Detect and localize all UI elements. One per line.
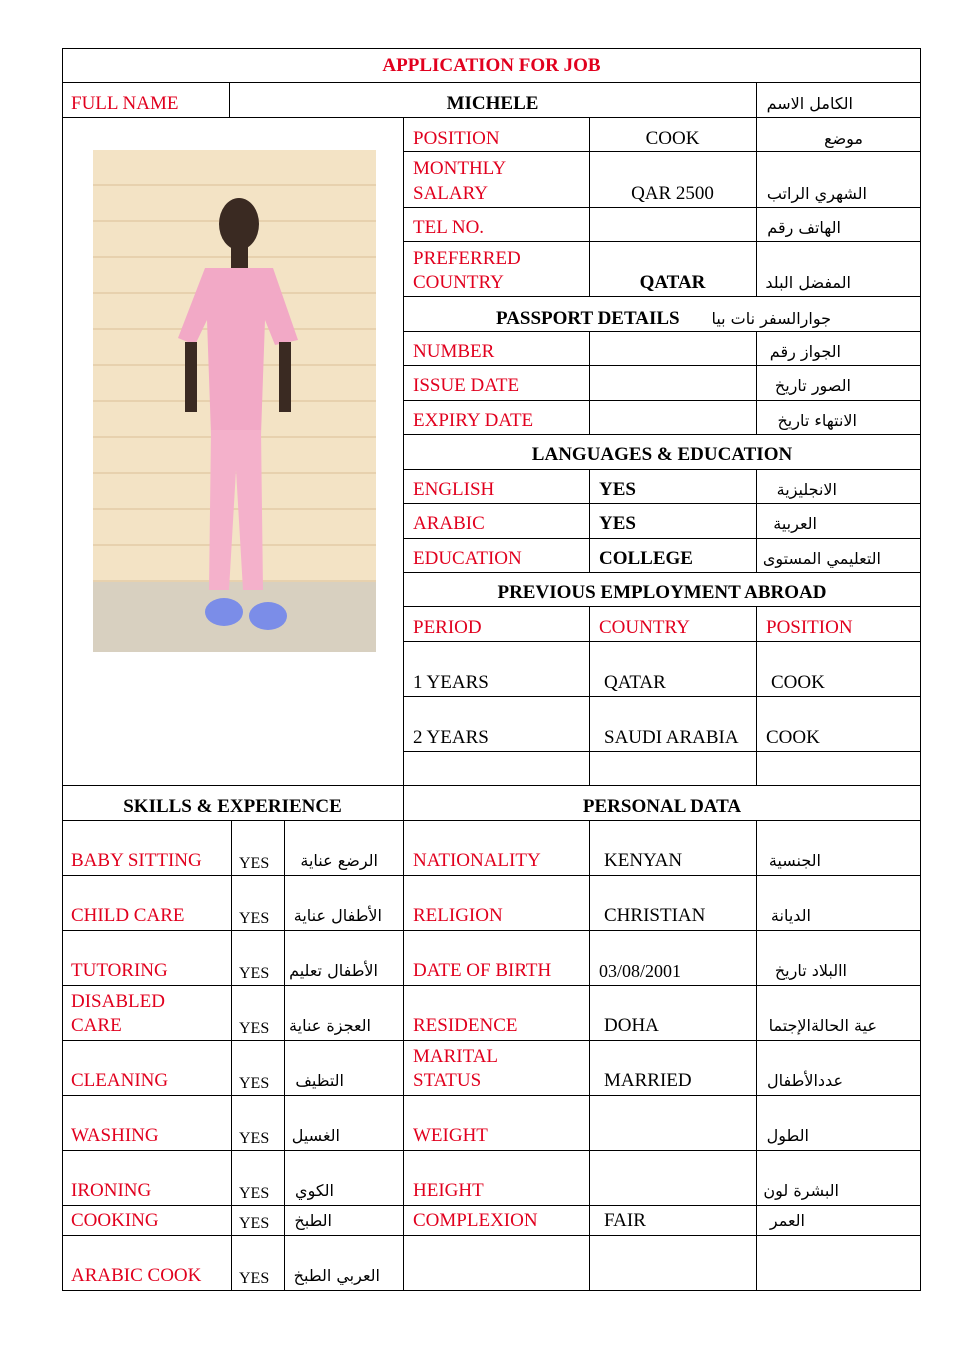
divider	[403, 572, 921, 573]
personal-value: 03/08/2001	[599, 961, 682, 981]
job-application-form	[62, 48, 921, 1291]
preferred-country-label-1: PREFERRED	[413, 248, 521, 269]
arabic-value: YES	[599, 513, 636, 534]
skill-arabic: الطبخ	[294, 1211, 332, 1230]
divider	[756, 82, 757, 117]
skill-arabic: الكوي	[295, 1181, 334, 1200]
divider	[403, 696, 921, 697]
skill-label: IRONING	[71, 1180, 152, 1201]
employment-col-position: POSITION	[766, 617, 853, 638]
personal-header: PERSONAL DATA	[582, 796, 742, 817]
employment-period: 1 YEARS	[413, 672, 489, 693]
personal-label: RESIDENCE	[413, 1015, 518, 1036]
languages-header: LANGUAGES & EDUCATION	[531, 444, 793, 465]
preferred-country-label-2: COUNTRY	[413, 272, 504, 293]
passport-header: PASSPORT DETAILS	[496, 308, 680, 329]
divider	[589, 331, 590, 435]
personal-arabic: الطول	[766, 1126, 809, 1145]
divider	[62, 1235, 921, 1236]
tel-label: TEL NO.	[413, 217, 485, 238]
divider	[62, 875, 921, 876]
personal-label-2: STATUS	[413, 1070, 482, 1091]
skill-label: CHILD CARE	[71, 905, 185, 926]
skill-value: YES	[239, 910, 270, 927]
personal-arabic: عددالأطفال	[767, 1071, 843, 1090]
divider	[589, 469, 590, 573]
divider	[589, 606, 590, 785]
skill-label: BABY SITTING	[71, 850, 202, 871]
skill-value: YES	[239, 1130, 270, 1147]
applicant-photo	[93, 150, 376, 652]
personal-value: DOHA	[604, 1015, 659, 1036]
education-label: EDUCATION	[413, 548, 522, 569]
divider	[403, 538, 921, 539]
divider	[62, 820, 921, 821]
divider	[62, 785, 921, 786]
passport-header-arabic: جوارالسفر نات بيا	[711, 309, 831, 328]
english-value: YES	[599, 479, 636, 500]
divider	[403, 331, 921, 332]
passport-number-arabic: الجواز رقم	[769, 342, 841, 361]
personal-arabic: البشرة لون	[763, 1181, 839, 1200]
employment-position: COOK	[766, 727, 820, 748]
divider	[403, 151, 921, 152]
divider	[403, 785, 404, 1291]
passport-number-label: NUMBER	[413, 341, 495, 362]
divider	[62, 1040, 921, 1041]
full-name-arabic: الكامل الاسم	[766, 94, 853, 113]
english-arabic: الانجليزية	[776, 480, 837, 499]
issue-date-label: ISSUE DATE	[413, 375, 520, 396]
position-label: POSITION	[413, 128, 500, 149]
position-value: COOK	[645, 128, 700, 149]
expiry-date-arabic: الانتهاء تاريخ	[777, 411, 857, 430]
skill-arabic: العجزة عناية	[289, 1016, 371, 1035]
skill-value: YES	[239, 855, 270, 872]
skill-label: TUTORING	[71, 960, 168, 981]
personal-value: CHRISTIAN	[604, 905, 706, 926]
divider	[231, 820, 232, 1291]
divider	[403, 434, 921, 435]
skill-value: YES	[239, 1185, 270, 1202]
skills-header: SKILLS & EXPERIENCE	[123, 796, 342, 817]
personal-value: MARRIED	[604, 1070, 692, 1091]
employment-col-country: COUNTRY	[599, 617, 690, 638]
skill-label-1: DISABLED	[71, 991, 165, 1012]
divider	[62, 985, 921, 986]
divider	[284, 820, 285, 1291]
english-label: ENGLISH	[413, 479, 495, 500]
skill-arabic: العربي الطبخ	[293, 1266, 380, 1285]
personal-arabic: عية الحالةالإجتما	[768, 1016, 877, 1035]
education-value: COLLEGE	[599, 548, 693, 569]
skill-label-2: CARE	[71, 1015, 122, 1036]
personal-label: COMPLEXION	[413, 1210, 538, 1231]
personal-label: HEIGHT	[413, 1180, 484, 1201]
skill-value: YES	[239, 1075, 270, 1092]
skill-arabic: الغسيل	[291, 1126, 340, 1145]
divider	[403, 503, 921, 504]
applicant-figure	[93, 150, 376, 652]
divider	[403, 606, 921, 607]
tel-arabic: الهاتف رقم	[767, 218, 841, 237]
skill-arabic: الرضع عناية	[300, 851, 378, 870]
skill-value: YES	[239, 1270, 270, 1287]
employment-col-period: PERIOD	[413, 617, 482, 638]
personal-arabic: الجنسية	[768, 851, 821, 870]
personal-label: WEIGHT	[413, 1125, 488, 1146]
expiry-date-label: EXPIRY DATE	[413, 410, 534, 431]
skill-label: WASHING	[71, 1125, 159, 1146]
position-arabic: موضع	[824, 129, 863, 148]
divider	[756, 606, 757, 785]
monthly-salary-value: QAR 2500	[631, 183, 714, 204]
divider	[62, 82, 921, 83]
divider	[62, 1150, 921, 1151]
divider	[403, 365, 921, 366]
employment-country: SAUDI ARABIA	[604, 727, 739, 748]
divider	[403, 751, 921, 752]
employment-position: COOK	[771, 672, 825, 693]
personal-value: KENYAN	[604, 850, 683, 871]
personal-arabic: الديانة	[770, 906, 811, 925]
divider	[403, 241, 921, 242]
divider	[589, 820, 590, 1291]
divider	[756, 469, 757, 573]
divider	[403, 641, 921, 642]
preferred-country-arabic: المفضل البلد	[765, 273, 851, 292]
divider	[756, 331, 757, 435]
skill-value: YES	[239, 1020, 270, 1037]
monthly-salary-label-1: MONTHLY	[413, 158, 507, 179]
divider	[403, 400, 921, 401]
personal-value: FAIR	[604, 1210, 646, 1231]
employment-country: QATAR	[604, 672, 666, 693]
monthly-salary-arabic: الشهري الراتب	[766, 184, 867, 203]
arabic-label: ARABIC	[413, 513, 485, 534]
employment-period: 2 YEARS	[413, 727, 489, 748]
divider	[62, 1095, 921, 1096]
preferred-country-value: QATAR	[639, 272, 706, 293]
arabic-arabic: العربية	[773, 514, 817, 533]
education-arabic: التعليمي المستوى	[762, 549, 881, 568]
personal-label: RELIGION	[413, 905, 503, 926]
divider	[403, 296, 921, 297]
skill-arabic: الأطفال تعليم	[289, 961, 378, 980]
skill-label: CLEANING	[71, 1070, 169, 1091]
personal-label-1: MARITAL	[413, 1046, 499, 1067]
personal-arabic: االبلاد تاريخ	[774, 961, 847, 980]
divider	[62, 930, 921, 931]
divider	[403, 469, 921, 470]
divider	[403, 207, 921, 208]
personal-label: NATIONALITY	[413, 850, 541, 871]
full-name-label: FULL NAME	[71, 93, 179, 114]
divider	[756, 820, 757, 1291]
divider	[756, 117, 757, 296]
employment-header: PREVIOUS EMPLOYMENT ABROAD	[497, 582, 827, 603]
form-title: APPLICATION FOR JOB	[382, 55, 601, 76]
personal-label: DATE OF BIRTH	[413, 960, 552, 981]
issue-date-arabic: الصور تاريخ	[774, 376, 851, 395]
skill-value: YES	[239, 1215, 270, 1232]
monthly-salary-label-2: SALARY	[413, 183, 488, 204]
personal-arabic: العمر	[769, 1211, 805, 1230]
skill-arabic: الأطفال عناية	[293, 906, 382, 925]
full-name-value: MICHELE	[446, 93, 539, 114]
divider	[62, 117, 921, 118]
skill-value: YES	[239, 965, 270, 982]
skill-label: ARABIC COOK	[71, 1265, 202, 1286]
skill-label: COOKING	[71, 1210, 159, 1231]
divider	[62, 1205, 921, 1206]
skill-arabic: التظيف	[295, 1071, 344, 1090]
